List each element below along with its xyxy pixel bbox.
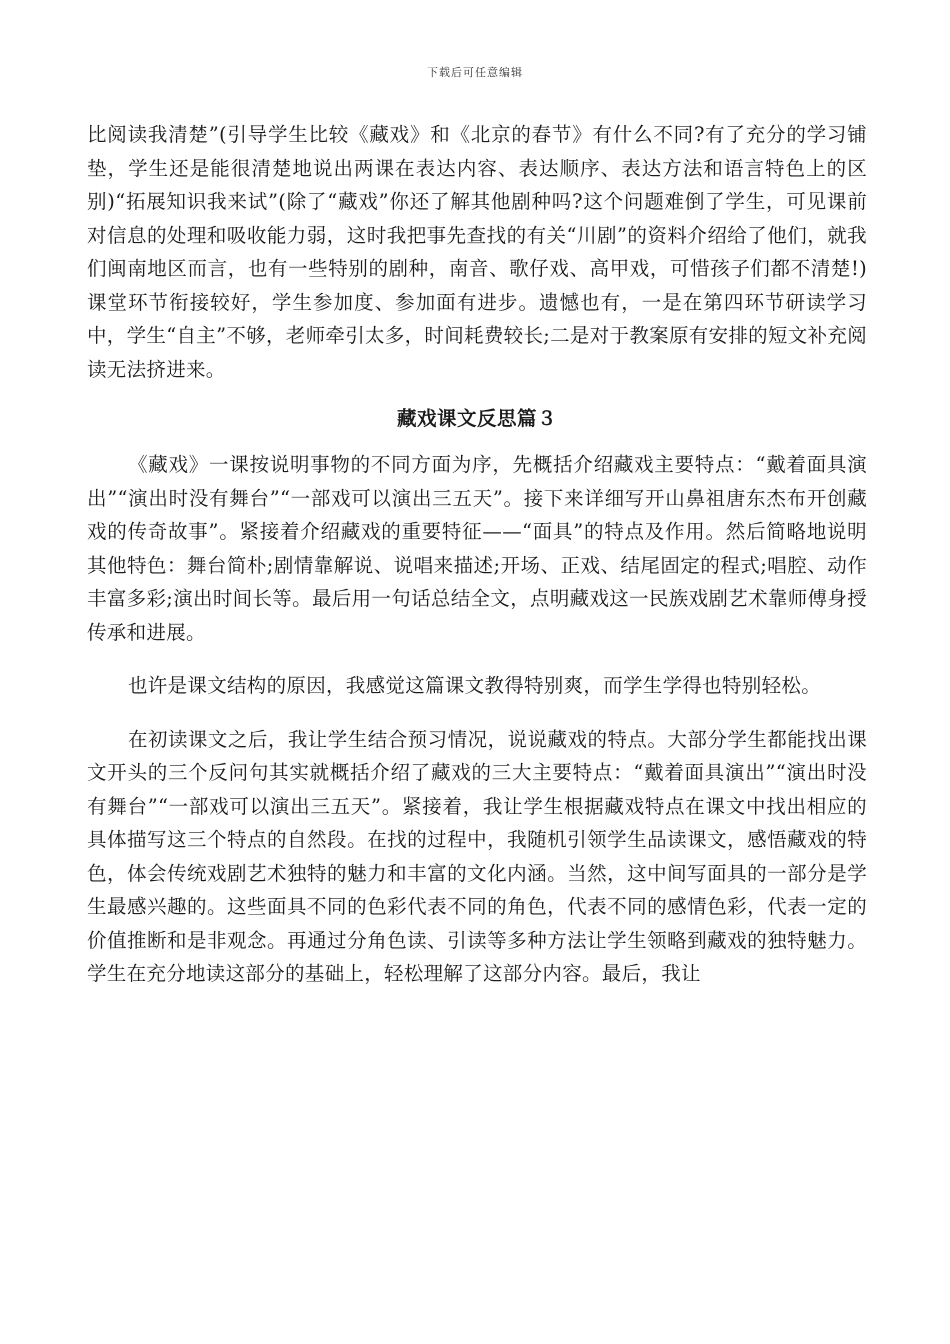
paragraph-teaching-process: 在初读课文之后，我让学生结合预习情况，说说藏戏的特点。大部分学生都能找出课文开头的三个反问句其实就概括介绍了藏戏的三大主要特点：“戴着面具演出”“演出时没有舞台”“一部戏可以演出三五天”。紧接着，我让学生根据藏戏特点在课文中找出相应的具体描写这三个特点的自然段。在找的过程中，我随机引领学生品读课文，感悟藏戏的特色，体会传统戏剧艺术独特的魅力和丰富的文化内涵。当然，这中间写面具的一部分是学生最感兴趣的。这些面具不同的色彩代表不同的角色，代表不同的感情色彩，代表一定的价值推断和是非观念。再通过分角色读、引读等多种方法让学生领略到藏戏的独特魅力。学生在充分地读这部分的基础上，轻松理解了这部分内容。最后，我让 xyxy=(87,727,867,985)
paragraph-gap xyxy=(87,649,867,669)
paragraph-continued: 比阅读我清楚”(引导学生比较《藏戏》和《北京的春节》有什么不同?有了充分的学习铺垫，学生还是能很清楚地说出两课在表达内容、表达顺序、表达方法和语言特色上的区别)“拓展知识我来试”(除了“藏戏”你还了解其他剧种吗?这个问题难倒了学生，可见课前对信息的处理和吸收能力弱，这时我把事先查找的有关“川剧”的资料介绍给了他们，就我们闽南地区而言，也有一些特别的剧种，南音、歌仔戏、高甲戏，可惜孩子们都不清楚!)课堂环节衔接较好，学生参加度、参加面有进步。遗憾也有，一是在第四环节研读学习中，学生“自主”不够，老师牵引太多，时间耗费较长;二是对于教案原有安排的短文补充阅读无法挤进来。 xyxy=(87,123,867,381)
page-header-note: 下载后可任意编辑 xyxy=(427,66,523,79)
paragraph-summary: 《藏戏》一课按说明事物的不同方面为序，先概括介绍藏戏主要特点：“戴着面具演出”“演出时没有舞台”“一部戏可以演出三五天”。接下来详细写开山鼻祖唐东杰布开创藏戏的传奇故事”。紧接着介绍藏戏的重要特征——“面具”的特点及作用。然后简略地说明其他特色：舞台简朴;剧情靠解说、说唱来描述;开场、正戏、结尾固定的程式;唱腔、动作丰富多彩;演出时间长等。最后用一句话总结全文，点明藏戏这一民族戏剧艺术靠师傅身授传承和进展。 xyxy=(87,453,867,644)
paragraph-reflection: 也许是课文结构的原因，我感觉这篇课文教得特别爽，而学生学得也特别轻松。 xyxy=(128,674,822,697)
paragraph-gap xyxy=(87,703,867,723)
document-body xyxy=(87,118,867,991)
section-title: 藏戏课文反思篇３ xyxy=(396,407,557,430)
